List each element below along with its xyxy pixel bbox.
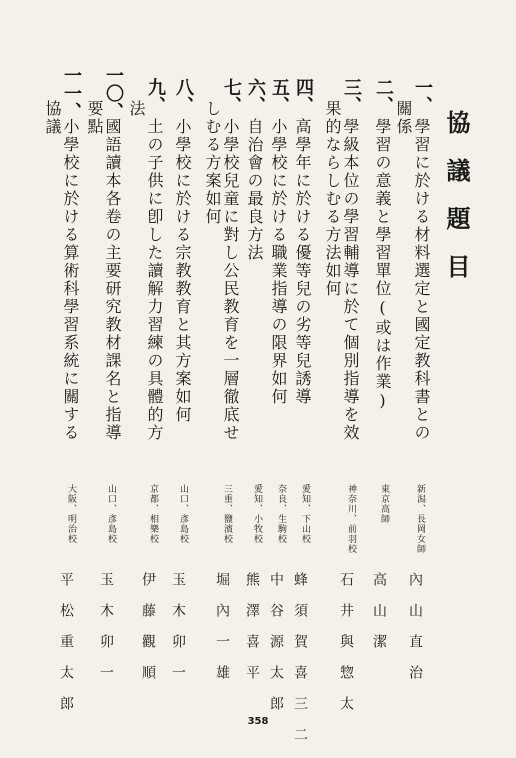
presenter-affiliation: 山口、彥島校 bbox=[178, 484, 188, 544]
topic-number: 五、 bbox=[269, 78, 290, 114]
topic-text: 土の子供に卽した讀解力習練の具體的方 bbox=[145, 118, 164, 442]
presenter-affiliation: 山口、彥島校 bbox=[106, 484, 116, 544]
topic-text-continued: 協議 bbox=[43, 100, 62, 136]
topic-text: 高學年に於ける優等兒の劣等兒誘導 bbox=[293, 118, 312, 406]
topic-text: 國語讀本各卷の主要研究教材課名と指導 bbox=[103, 118, 122, 442]
topic-text-continued: しむる方案如何 bbox=[203, 100, 222, 226]
presenter-affiliation: 三重、鹽濱校 bbox=[222, 484, 232, 544]
presenter-affiliation: 愛知、小牧校 bbox=[252, 484, 262, 544]
presenter-name: 石井與惣太 bbox=[338, 572, 354, 727]
presenter-name: 堀內一雄 bbox=[214, 572, 230, 696]
topic-number: 一〇、 bbox=[103, 66, 124, 120]
presenter-name: 熊澤喜平 bbox=[244, 572, 260, 696]
topic-number: 一、 bbox=[412, 78, 433, 114]
presenter-name: 高山潔 bbox=[371, 572, 387, 665]
topic-text: 學習の意義と學習單位(或は作業) bbox=[373, 118, 392, 412]
presenter-affiliation: 奈良、生駒校 bbox=[276, 484, 286, 544]
page-number: 358 bbox=[247, 716, 269, 727]
topic-text: 小學校に於ける職業指導の限界如何 bbox=[269, 118, 288, 406]
presenter-name: 伊藤觀順 bbox=[140, 572, 156, 696]
presenter-affiliation: 京都、相樂校 bbox=[148, 484, 158, 544]
topic-number: 一一、 bbox=[61, 66, 82, 120]
topic-number: 九、 bbox=[145, 78, 166, 114]
topic-text-continued: 要點 bbox=[85, 100, 104, 136]
presenter-affiliation: 東京高師 bbox=[379, 484, 389, 524]
presenter-name: 內山直治 bbox=[407, 572, 423, 696]
topic-text: 學級本位の學習輔導に於て個別指導を效 bbox=[341, 118, 360, 442]
presenter-name: 平松重太郎 bbox=[58, 572, 74, 727]
presenter-name: 中谷源太郎 bbox=[268, 572, 284, 727]
topic-number: 七、 bbox=[221, 78, 242, 114]
topic-text-continued: 果的ならしむる方法如何 bbox=[323, 100, 342, 298]
topic-number: 三、 bbox=[341, 78, 362, 114]
topic-text: 小學校に於ける算術科學習系統に關する bbox=[61, 118, 80, 442]
presenter-affiliation: 新潟、長岡女師 bbox=[415, 484, 425, 554]
topic-text: 自治會の最良方法 bbox=[245, 118, 264, 262]
presenter-name: 玉木卯一 bbox=[98, 572, 114, 696]
topic-text-continued: 關係 bbox=[394, 100, 413, 136]
topic-text: 小學校兒童に對し公民教育を一層徹底せ bbox=[221, 118, 240, 442]
presenter-name: 玉木卯一 bbox=[170, 572, 186, 696]
topic-text-continued: 法 bbox=[127, 100, 146, 118]
topic-number: 六、 bbox=[245, 78, 266, 114]
topic-text: 學習に於ける材料選定と國定教科書との bbox=[412, 118, 431, 442]
topic-text: 小學校に於ける宗教教育と其方案如何 bbox=[173, 118, 192, 424]
topic-number: 二、 bbox=[373, 78, 394, 114]
presenter-affiliation: 神奈川、前羽校 bbox=[346, 484, 356, 554]
topic-number: 四、 bbox=[293, 78, 314, 114]
presenter-affiliation: 愛知、下山校 bbox=[300, 484, 310, 544]
topic-number: 八、 bbox=[173, 78, 194, 114]
presenter-affiliation: 大阪、明治校 bbox=[66, 484, 76, 544]
page-title: 協議題目 bbox=[442, 110, 471, 302]
presenter-name: 蜂須賀喜三二 bbox=[292, 572, 308, 758]
